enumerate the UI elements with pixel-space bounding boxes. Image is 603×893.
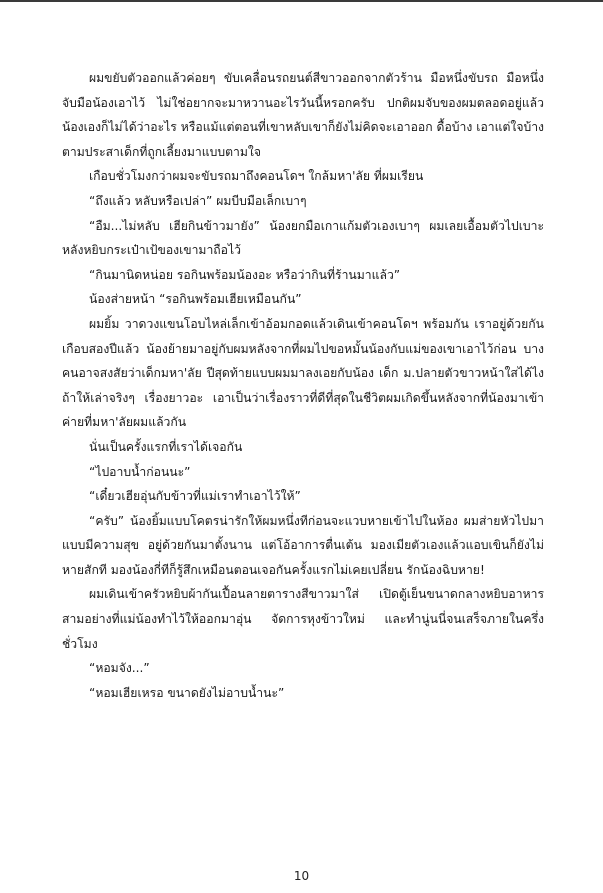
paragraph: ผมยิ้ม วาดวงแขนโอบไหล่เล็กเข้าอ้อมกอดแล้วเดินเข้าคอนโดฯ พร้อมกัน เราอยู่ด้วยกันเกือบสองปีแล้ว น้องย้ายมาอยู่กับผมหลังจากที่ผมไปขอหมั้นน้องกับแม่ของเขาเอาไว้ก่อน บางคนอาจสงสัยว่าเด็กมหา'ลัย ปีสุดท้ายแบบผมมาลงเอยกับน้อง เด็ก ม.ปลายตัวขาวหน้าใสได้ไง ถ้าให้เล่าจริงๆ เรื่องยาวอะ เอาเป็นว่าเรื่องราวที่ดีที่สุดในชีวิตผมเกิดขึ้นหลังจากที่น้องมาเข้าค่ายที่มหา'ลัยผมแล้วกัน xyxy=(62,316,544,430)
paragraph: ผมเดินเข้าครัวหยิบผ้ากันเปื้อนลายตารางสีขาวมาใส่ เปิดตู้เย็นขนาดกลางหยิบอาหารสามอย่างที่แม่น้องทำไว้ให้ออกมาอุ่น จัดการหุงข้าวใหม่ และทำนู่นนี่จนเสร็จภายในครึ่งชั่วโมง xyxy=(62,587,544,651)
document-body xyxy=(62,66,544,705)
paragraph: น้องส่ายหน้า “รอกินพร้อมเฮียเหมือนกัน” xyxy=(89,292,302,307)
paragraph: “ไปอาบน้ำก่อนนะ” xyxy=(89,464,191,479)
paragraph: “ถึงแล้ว หลับหรือเปล่า” ผมบีบมือเล็กเบาๆ xyxy=(89,193,307,208)
paragraph: “หอมจัง...” xyxy=(89,661,150,676)
paragraph: “กินมานิดหน่อย รอกินพร้อมน้องอะ หรือว่ากินที่ร้านมาแล้ว” xyxy=(89,267,401,282)
paragraph: ผมขยับตัวออกแล้วค่อยๆ ขับเคลื่อนรถยนต์สีขาวออกจากตัวร้าน มือหนึ่งขับรถ มือหนึ่งจับมือน้องเอาไว้ ไม่ใช่อยากจะมาหวานอะไรวันนี้หรอกครับ ปกติผมจับของผมตลอดอยู่แล้ว น้องเองก็ไม่ได้ว่าอะไร หรือแม้แต่ตอนที่เขาหลับเขาก็ยังไม่คิดจะเอาออก ดื้อบ้าง เอาแต่ใจบ้างตามประสาเด็กที่ถูกเลี้ยงมาแบบตามใจ xyxy=(62,71,544,159)
page-number: 10 xyxy=(293,869,310,883)
paragraph: “ครับ” น้องยิ้มแบบโคตรน่ารักให้ผมหนึ่งทีก่อนจะแวบหายเข้าไปในห้อง ผมส่ายหัวไปมาแบบมีความสุข อยู่ด้วยกันมาตั้งนาน แต่โอ้อาการตื่นเต้น มองเมียตัวเองแล้วแอบเขินก็ยังไม่หายสักที มองน้องกี่ทีก็รู้สึกเหมือนตอนเจอกันครั้งแรกไม่เคยเปลี่ยน รักน้องฉิบหาย! xyxy=(62,513,544,577)
paragraph: “อืม...ไม่หลับ เฮียกินข้าวมายัง” น้องยกมือเกาแก้มตัวเองเบาๆ ผมเลยเอื้อมตัวไปเบาะหลังหยิบกระเป๋าเป้ของเขามาถือไว้ xyxy=(62,218,544,258)
paragraph: “หอมเฮียเหรอ ขนาดยังไม่อาบน้ำนะ” xyxy=(89,685,285,700)
top-border-line xyxy=(0,0,603,2)
paragraph: นั่นเป็นครั้งแรกที่เราได้เจอกัน xyxy=(89,439,243,454)
paragraph: เกือบชั่วโมงกว่าผมจะขับรถมาถึงคอนโดฯ ใกล้มหา'ลัย ที่ผมเรียน xyxy=(89,169,424,184)
paragraph: “เดี๋ยวเฮียอุ่นกับข้าวที่แม่เราทำเอาไว้ให้” xyxy=(89,489,301,504)
